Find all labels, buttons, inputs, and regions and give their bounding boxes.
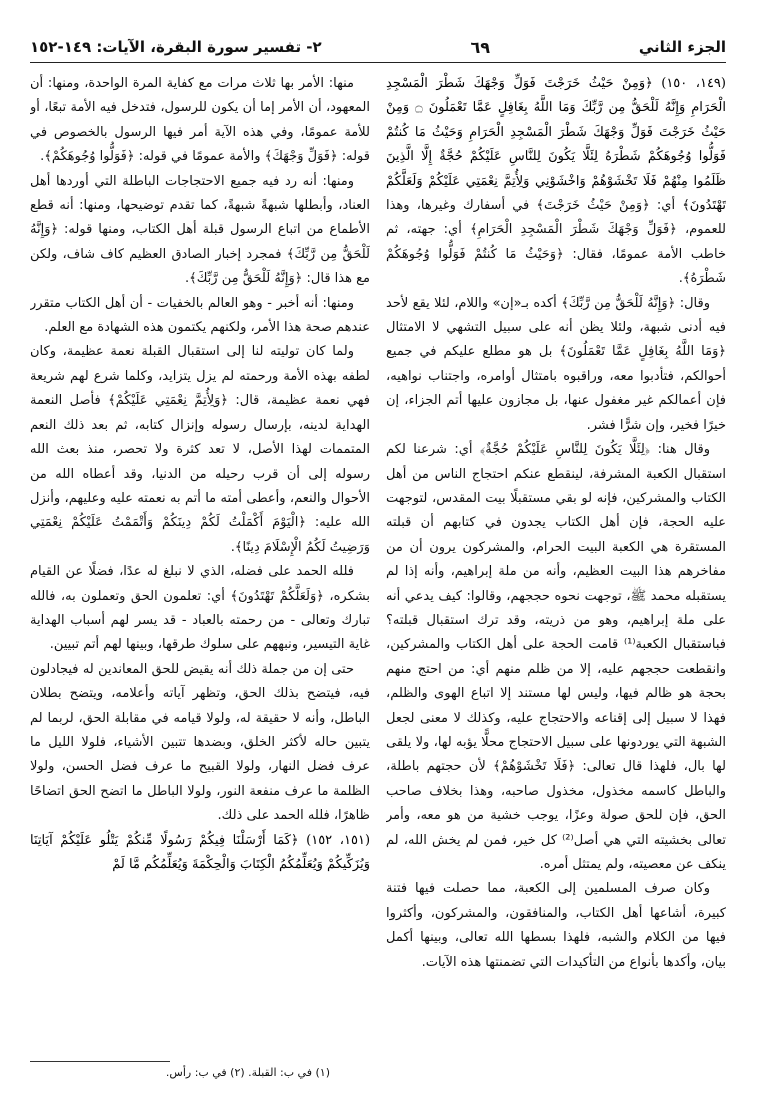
text-columns xyxy=(30,72,726,1066)
paragraph: حتى إن من جملة ذلك أنه يقيض للحق المعاندين له فيجادلون فيه، فيتضح بذلك الحق، وتظهر آياته وأعلامه، ويتضح بطلان الباطل، وأنه لا حقيقة له، ولولا قيامه في مقابلة الحق، لربما لم يتبين حاله لأكثر الخلق، وبضدها تتبين الأشياء، فلولا الليل ما عرف فضل النهار، ولولا القبيح ما عرف فضل الحسن، ولولا الظلمة ما عرف منفعة النور، ولولا الباطل ما اتضح الحق اتضاحًا ظاهرًا، فلله الحمد على ذلك. xyxy=(30,661,370,824)
page-header xyxy=(30,34,726,60)
paragraph: منها: الأمر بها ثلاث مرات مع كفاية المرة الواحدة، ومنها: أن المعهود، أن الأمر إما أن يكون للرسول، فتدخل فيه الأمة تبعًا، أو للأمة عمومًا، وفي هذه الآية أمر فيها الرسول بالخصوص في قوله: ﴿فَوَلِّ وَجْهَكَ﴾ والأمة عمومًا في قوله: ﴿فَوَلُّوا وُجُوهَكُمْ﴾. xyxy=(30,76,370,165)
verse-text: (١٥١، ١٥٢) ﴿كَمَا أَرْسَلْنَا فِيكُمْ رَسُولًا مِّنكُمْ يَتْلُو عَلَيْكُمْ آيَاتِنَا وَيُزَكِّيكُمْ وَيُعَلِّمُكُمُ الْكِتَابَ وَالْحِكْمَةَ وَيُعَلِّمُكُم مَّا لَمْ xyxy=(30,832,370,872)
footnote-rule xyxy=(30,1061,170,1062)
section-title: ٢- تفسير سورة البقرة، الآيات: ١٤٩-١٥٢ xyxy=(30,38,322,56)
paragraph: وقال هنا: ﴿لِئَلَّا يَكُونَ لِلنَّاسِ عَلَيْكُمْ حُجَّةٌ﴾ أي: شرعنا لكم استقبال الكعبة المشرفة، لينقطع عنكم احتجاج الناس من أهل الكتاب والمشركين، فإنه لو بقي مستقبلًا بيت المقدس، لتوجهت عليه الحجة، فإن أهل الكتاب يجدون في كتابهم أن قبلته المستقرة هي الكعبة البيت الحرام، والمشركون يرون أن من مفاخرهم هذا البيت العظيم، وأنه من ملة إبراهيم، وأنه إذا لم يستقبله محمد ﷺ، توجهت نحوه حججهم، وقالوا: كيف يدعي أنه على ملة إبراهيم، وهو من ذريته، وقد ترك استقبال قبلته؟ فباستقبال الكعبة⁽¹⁾ قامت الحجة على أهل الكتاب والمشركين، وانقطعت حججهم عليه، إلا من ظلم منهم أي: من احتج منهم بحجة هو ظالم فيها، وليس لها مستند إلا اتباع الهوى والظلم، فهذا لا سبيل إلى إقناعه والاحتجاج عليه، وكذلك لا معنى لجعل الشبهة التي يوردونها على سبيل الاحتجاج محلًّا يؤبه لها، ولا يلقى لها بال، فلهذا قال تعالى: ﴿فَلَا تَخْشَوْهُمْ﴾ لأن حجتهم باطلة، والباطل كاسمه مخذول، مخذول صاحبه، وهذا بخلاف صاحب الحق، فإن للحق صولة وعزًا، يوجب خشية من هو معه، وأمر تعالى بخشيته التي هي أصل⁽²⁾ كل خير، فمن لم يخش الله، لم ينكف عن معصيته، ولم يمتثل أمره. xyxy=(386,442,726,872)
verse-text: (١٤٩، ١٥٠) ﴿وَمِنْ حَيْثُ خَرَجْتَ فَوَلِّ وَجْهَكَ شَطْرَ الْمَسْجِدِ الْحَرَامِ وَإِنَّهُ لَلْحَقُّ مِن رَّبِّكَ وَمَا اللَّهُ بِغَافِلٍ عَمَّا تَعْمَلُونَ ۝ وَمِنْ حَيْثُ خَرَجْتَ فَوَلِّ وَجْهَكَ شَطْرَ الْمَسْجِدِ الْحَرَامِ وَحَيْثُ مَا كُنتُمْ فَوَلُّوا وُجُوهَكُمْ شَطْرَهُ لِئَلَّا يَكُونَ لِلنَّاسِ عَلَيْكُمْ حُجَّةٌ إِلَّا الَّذِينَ ظَلَمُوا مِنْهُمْ فَلَا تَخْشَوْهُمْ وَاخْشَوْنِي وَلِأُتِمَّ نِعْمَتِي عَلَيْكُمْ وَلَعَلَّكُمْ تَهْتَدُونَ﴾ xyxy=(386,76,726,214)
verse-paragraph xyxy=(30,829,370,878)
paragraph: ومنها: أنه رد فيه جميع الاحتجاجات الباطلة التي أوردها أهل العناد، وأبطلها شبهةً شبهةً، كما تقدم توضيحها، ومنها: أنه قطع الأطماع من اتباع الرسول قبلة أهل الكتاب، ومنها قوله: ﴿وَإِنَّهُ لَلْحَقُّ مِن رَّبِّكَ﴾ فمجرد إخبار الصادق العظيم كاف شاف، ولكن مع هذا قال: ﴿وَإِنَّهُ لَلْحَقُّ مِن رَّبِّكَ﴾. xyxy=(30,173,370,287)
page-number: ٦٩ xyxy=(470,37,491,57)
paragraph: فلله الحمد على فضله، الذي لا نبلغ له عدًا، فضلًا عن القيام بشكره، ﴿وَلَعَلَّكُمْ تَهْتَدُونَ﴾ أي: تعلمون الحق وتعملون به، فالله تبارك وتعالى - من رحمته بالعباد - قد يسر لهم أسباب الهداية غاية التيسير، ونبههم على سلوك طرقها، وبينها لهم أتم تبيين. xyxy=(30,564,370,653)
part-label: الجزء الثاني xyxy=(638,38,726,56)
footnote: (١) في ب: القبلة. (٢) في ب: رأس. xyxy=(165,1066,330,1079)
paragraph: ومنها: أنه أخبر - وهو العالم بالخفيات - أن أهل الكتاب متقرر عندهم صحة هذا الأمر، ولكنهم يكتمون هذه الشهادة مع العلم. xyxy=(30,295,370,336)
paragraph: وكان صرف المسلمين إلى الكعبة، مما حصلت فيها فتنة كبيرة، أشاعها أهل الكتاب، والمنافقون، والمشركون، وأكثروا فيها من الكلام والشبه، فلهذا بسطها الله تعالى، وبينها أكمل بيان، وأكدها بأنواع من التأكيدات التي تضمنتها هذه الآيات. xyxy=(386,881,726,970)
paragraph: ولما كان توليته لنا إلى استقبال القبلة نعمة عظيمة، وكان لطفه بهذه الأمة ورحمته لم يزل يتزايد، وكلما شرع لهم شريعة فهي نعمة عظيمة، قال: ﴿وَلِأُتِمَّ نِعْمَتِي عَلَيْكُمْ﴾ فأصل النعمة الهداية لدينه، بإرسال رسوله وإنزال كتابه، ثم بعد ذلك النعم المتممات لهذا الأصل، لا تعد كثرة ولا تحصر، منذ بعث الله رسوله إلى أن قرب رحيله من الدنيا، وقد أعطاه الله من الأحوال والنعم، وأعطى أمته ما أتم به نعمته عليه وعليهم، وأنزل الله عليه: ﴿الْيَوْمَ أَكْمَلْتُ لَكُمْ دِينَكُمْ وَأَتْمَمْتُ عَلَيْكُمْ نِعْمَتِي وَرَضِيتُ لَكُمُ الْإِسْلَامَ دِينًا﴾. xyxy=(30,344,370,555)
right-column xyxy=(386,72,726,1066)
left-column xyxy=(30,72,370,1066)
paragraph: وقال: ﴿وَإِنَّهُ لَلْحَقُّ مِن رَّبِّكَ﴾ أكده بـ«إن» واللام، لئلا يقع لأحد فيه أدنى شبهة، ولئلا يظن أنه على سبيل التشهي لا الامتثال ﴿وَمَا اللَّهُ بِغَافِلٍ عَمَّا تَعْمَلُونَ﴾ بل هو مطلع عليكم في جميع أحوالكم، فتأدبوا معه، وراقبوه بامتثال أوامره، واجتناب نواهيه، فإن أعمالكم غير مغفول عنها، بل مجازون عليها أتم الجزاء، إن خيرًا فخير، وإن شرًّا فشر. xyxy=(386,295,726,433)
header-rule xyxy=(30,62,726,63)
commentary-text: أي: ﴿وَمِنْ حَيْثُ خَرَجْتَ﴾ في أسفارك وغيرها، وهذا للعموم، ﴿فَوَلِّ وَجْهَكَ شَطْرَ الْمَسْجِدِ الْحَرَامِ﴾ أي: جهته، ثم خاطب الأمة عمومًا، فقال: ﴿وَحَيْثُ مَا كُنتُمْ فَوَلُّوا وُجُوهَكُمْ شَطْرَهُ﴾. xyxy=(386,198,726,287)
verse-paragraph xyxy=(386,72,726,292)
